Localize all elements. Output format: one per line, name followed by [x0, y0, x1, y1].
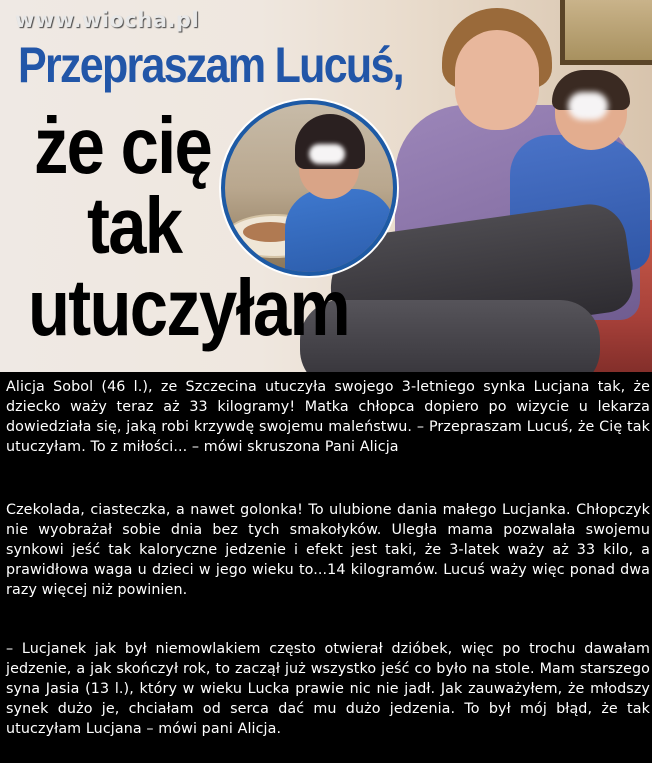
headline-line-2: że cię	[34, 101, 212, 190]
article-paragraph: – Lucjanek jak był niemowlakiem często otwierał dzióbek, więc po trochu dawałam jedzenie, a jak skończył rok, to zaczął już wszystko jeść co było na stole. Mam starszego syna Jasia (13 l.), który w wieku Lucka prawie nic nie jadł. Jak zauważyłem, że młodszy synek dużo je, chciałam od serca dać mu dużo jedzenia. To był mój błąd, że tak utuczyłam Lucjana – mówi pani Alicja.	[6, 641, 650, 737]
blurred-face	[568, 92, 608, 120]
mother-face	[455, 30, 539, 130]
headline-line-3: tak	[87, 181, 182, 270]
site-watermark: www.wiocha.pl	[15, 8, 200, 32]
wall-picture-frame	[560, 0, 652, 65]
article-photo	[0, 0, 652, 372]
article-paragraph: Czekolada, ciasteczka, a nawet golonka! To ulubione dania małego Lucjanka. Chłopczyk nie wyobrażał sobie dnia bez tych smakołyków. Uległa mama pozwalała swojemu synkowi jeść tak kaloryczne jedzenie i efekt jest taki, że 3-latek waży aż 33 kilo, a prawidłowa waga u dzieci w jego wieku to...14 kilogramów. Lucuś waży więc ponad dwa razy więcej niż powinien.	[6, 502, 650, 598]
headline-line-4: utuczyłam	[28, 263, 349, 352]
headline-line-1: Przepraszam Lucuś,	[18, 37, 403, 93]
article-paragraph: Alicja Sobol (46 l.), ze Szczecina utuczyła swojego 3-letniego synka Lucjana tak, że dziecko waży teraz aż 33 kilogramy! Matka chłopca dopiero po wizycie u lekarza dowiedziała się, jaką robi krzywdę swojemu maleństwu. – Przepraszam Lucuś, że Cię tak utuczyłam. To z miłości... – mówi skruszona Pani Alicja	[6, 379, 650, 455]
blurred-face	[309, 144, 345, 164]
inset-photo-child-eating	[221, 100, 397, 276]
article-body	[0, 372, 652, 763]
